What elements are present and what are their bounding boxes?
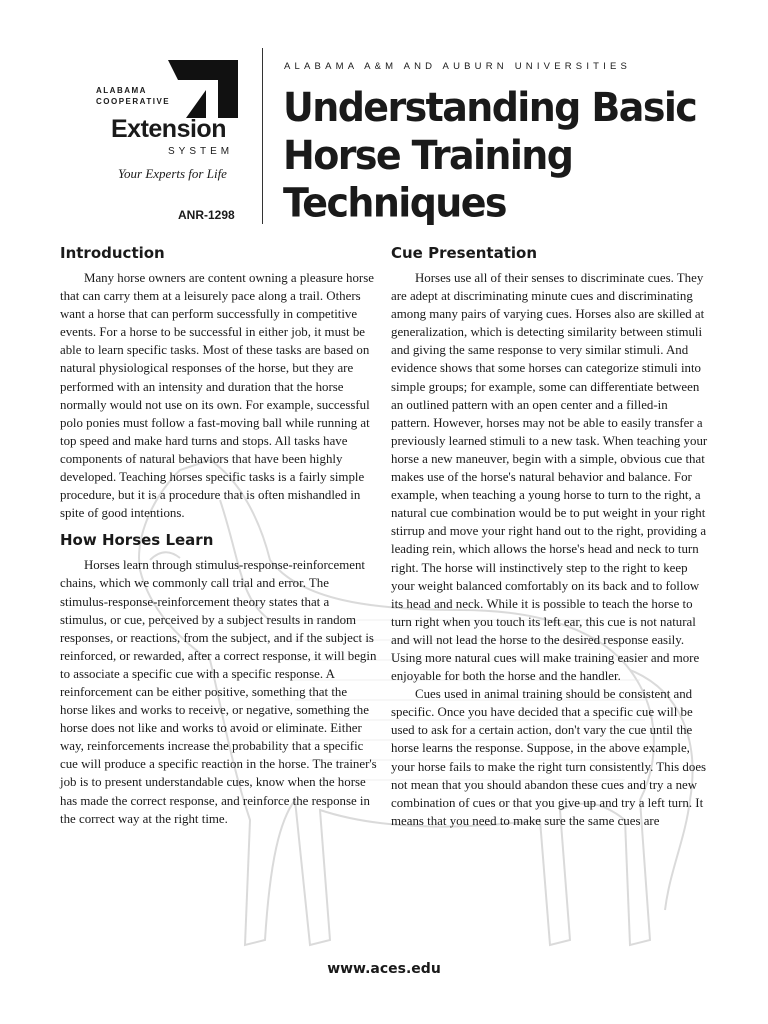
logo-system: SYSTEM xyxy=(168,146,234,157)
cue-presentation-paragraph-1: Horses use all of their senses to discriminate cues. They are adept at discriminating minute cues and discriminating among many pairs of varying cues. Horses also are skilled at generalization, which is detecting similarity between stimuli and giving the same response to very similar stimuli. And evidence shows that some horses can categorize stimuli into simple groups; for example, some can differentiate between an outlined pattern with an open center and a filled-in pattern. However, horses may not be able to easily transfer a previously learned stimuli to a new task. When teaching your horse a new maneuver, begin with a simple, obvious cue that makes use of the horse's natural behavior and balance. For example, when teaching a young horse to turn to the right, a natural cue combination would be to put weight in your right stirrup and move your right hand out to the right, providing a leading rein, which allows the horse's head and neck to turn right. The horse will instinctively step to the right to keep your weight balanced comfortably on its back and to follow its head and neck. While it is possible to teach the horse to turn right when you touch its left ear, this cue is not natural and will not lead the horse to the desired response easily. Using more natural cues will make training easier and more enjoyable for both the horse and the handler. xyxy=(391,271,708,684)
introduction-paragraph: Many horse owners are content owning a pleasure horse that can carry them at a leisurely pace along a trail. Others want a horse that can perform successfully in competitive events. For a horse to be successful in either job, it must be able to learn specific tasks. Most of these tasks are based on natural physiological responses of the horse, but they are performed with an intensity and duration that the horse normally would not use on its own. For example, successful polo ponies must follow a fast-moving ball while running at top speed and make hard turns and stops. All tasks have components of natural behaviors that have been highly developed. Teaching horses specific tasks is a fairly simple procedure, but it is a procedure that is often mishandled in spite of good intentions. xyxy=(60,271,374,521)
logo-tagline: Your Experts for Life xyxy=(118,166,227,181)
logo-extension: Extension xyxy=(111,115,226,143)
right-column xyxy=(391,243,709,830)
how-horses-learn-heading: How Horses Learn xyxy=(60,531,214,550)
document-number: ANR-1298 xyxy=(178,208,235,222)
header-divider xyxy=(262,48,263,224)
how-horses-learn-paragraph: Horses learn through stimulus-response-reinforcement chains, which we commonly call trial and error. The stimulus-response-reinforcement theory states that a stimulus, or cue, perceived by a subject results in random responses, or reactions, from the subject, and if the subject is reinforced, or rewarded, after a correct response, it will begin to associate a specific cue with a specific response. A reinforcement can be either positive, something that the horse likes and works to receive, or negative, something the horse does not like and works to avoid or eliminate. Either way, reinforcements increase the probability that a specific cue will produce a specific reaction in the horse. The trainer's job is to present understandable cues, know when the horse has made the correct response, and reinforce the response in the correct way at the right time. xyxy=(60,558,377,826)
introduction-heading: Introduction xyxy=(60,244,165,262)
logo-alabama: ALABAMA xyxy=(96,86,147,95)
footer-url[interactable]: www.aces.edu xyxy=(327,961,441,977)
university-line: ALABAMA A&M AND AUBURN UNIVERSITIES xyxy=(284,61,632,72)
cue-presentation-paragraph-2: Cues used in animal training should be consistent and specific. Once you have decided that a specific cue will be used to ask for a certain action, don't vary the cue until the horse learns the response. Suppose, in the above example, your horse fails to make the right turn consistently. This does not mean that you should abandon these cues and try a new combination of cues or that you give up and try a left turn. It means that you need to make sure the same cues are xyxy=(391,687,707,828)
left-column xyxy=(60,243,378,828)
document-title: Understanding Basic Horse Training Techniques xyxy=(283,84,697,227)
cue-presentation-heading: Cue Presentation xyxy=(391,244,538,262)
logo-cooperative: COOPERATIVE xyxy=(96,97,171,106)
